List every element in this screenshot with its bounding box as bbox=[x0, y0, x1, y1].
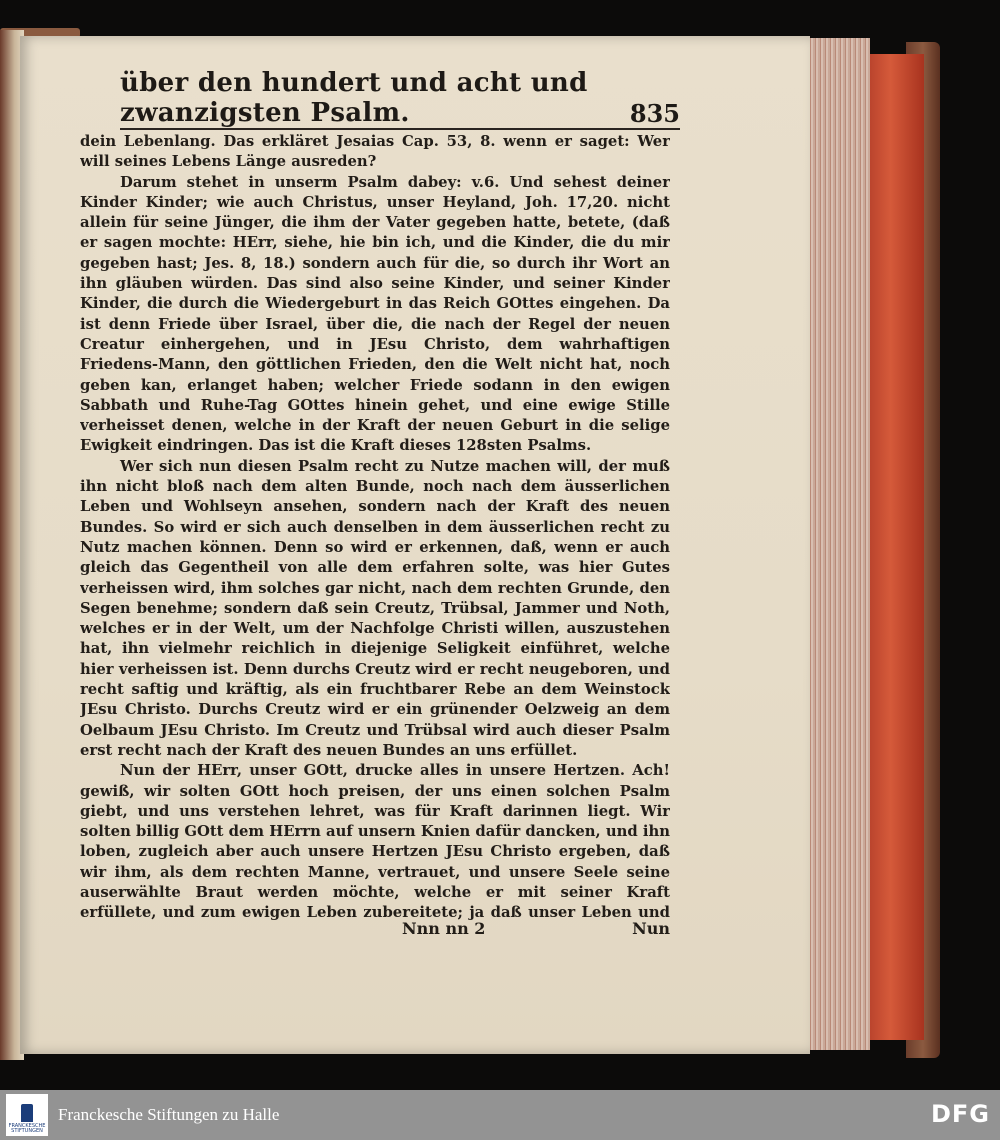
page-number: 835 bbox=[629, 99, 680, 128]
institution-logo[interactable] bbox=[6, 1094, 48, 1136]
building-icon bbox=[21, 1104, 33, 1122]
paragraph-4: Nun der HErr, unser GOtt, drucke alles in unsere Hertzen. Ach! gewiß, wir solten GOtt hoch preisen, der uns einen solchen Psalm giebt, und uns verstehen lehret, was für Kraft darinnen liegt. Wir solten billig GOtt dem HErrn auf unsern Knien dafür dancken, und ihn loben, zugleich aber auch unsere Hertzen JEsu Christo ergeben, daß wir ihm, als dem rechten Manne, vertrauet, und unsere Seele seine auserwählte Braut werden möchte, welche er mit seiner Kraft erfüllete, und zum ewigen Leben zubereitete; ja daß unser Leben und bbox=[80, 762, 670, 922]
signature-mark: Nnn nn 2 bbox=[402, 918, 486, 938]
paragraph-2: Darum stehet in unserm Psalm dabey: v.6. Und sehest deiner Kinder Kinder; wie auch Christus, unser Heyland, Joh. 17,20. nicht allein für seine Jünger, die ihm der Vater gegeben hatte, betete, (daß er sagen mochte: HErr, siehe, hie bin ich, und die Kinder, die du mir gegeben hast; Jes. 8, 18.) sondern auch für die, so durch ihr Wort an ihn gläuben würden. Das sind also seine Kinder, und seiner Kinder Kinder, die durch die Wiedergeburt in das Reich GOttes eingehen. Da ist denn Friede über Israel, über die, die nach der Regel der neuen Creatur einhergehen, und in JEsu Christo, dem wahrhaftigen Friedens-Mann, den göttlichen Frieden, den die Welt nicht hat, noch geben kan, erlanget haben; welcher Friede sodann in den ewigen Sabbath und Ruhe-Tag GOttes hinein gehet, und eine ewige Stille verheisset denen, welche in der Kraft der neuen Geburt in die selige Ewigkeit eindringen. Das ist die Kraft dieses 128sten Psalms. bbox=[80, 173, 670, 455]
logo-text: FRANCKESCHE STIFTUNGEN bbox=[8, 1123, 46, 1134]
catchword: Nun bbox=[632, 918, 670, 938]
institution-name[interactable]: Franckesche Stiftungen zu Halle bbox=[58, 1105, 280, 1124]
paragraph-3: Wer sich nun diesen Psalm recht zu Nutze machen will, der muß ihn nicht bloß nach dem alten Bunde, noch nach dem äusserlichen Leben und Wohlseyn ansehen, sondern nach der Kraft des neuen Bundes. So wird er sich auch denselben in dem äusserlichen recht zu Nutz machen können. Denn so wird er erkennen, daß, wenn er auch gleich das Gegentheil von alle dem erfahren solte, was hier Gutes verheissen wird, ihm solches gar nicht, nach dem rechten Grunde, den Segen benehme; sondern daß sein Creutz, Trübsal, Jammer und Noth, welches er in der Welt, um der Nachfolge Christi willen, auszustehen hat, ihn vielmehr reichlich in diejenige Seligkeit einführet, welche hier verheissen ist. Denn durchs Creutz wird er recht neugeboren, und recht saftig und kräftig, als ein fruchtbarer Rebe an dem Weinstock JEsu Christo. Durchs Creutz wird er ein grünender Oelzweig an dem Oelbaum JEsu Christo. Im Creutz und Trübsal wird auch dieser Psalm erst recht nach der Kraft des neuen Bundes an uns erfüllet. bbox=[80, 457, 670, 759]
page-footer bbox=[80, 916, 670, 940]
red-page-edges bbox=[868, 54, 924, 1040]
body-text bbox=[80, 132, 670, 922]
page-header bbox=[120, 68, 680, 130]
attribution-bar bbox=[0, 1090, 1000, 1140]
paragraph-1: dein Lebenlang. Das erkläret Jesaias Cap. 53, 8. wenn er saget: Wer will seines Lebens Länge ausreden? bbox=[80, 133, 670, 171]
dfg-logo[interactable]: DFG bbox=[930, 1100, 990, 1128]
running-head: über den hundert und acht und zwanzigsten Psalm. bbox=[120, 68, 588, 128]
